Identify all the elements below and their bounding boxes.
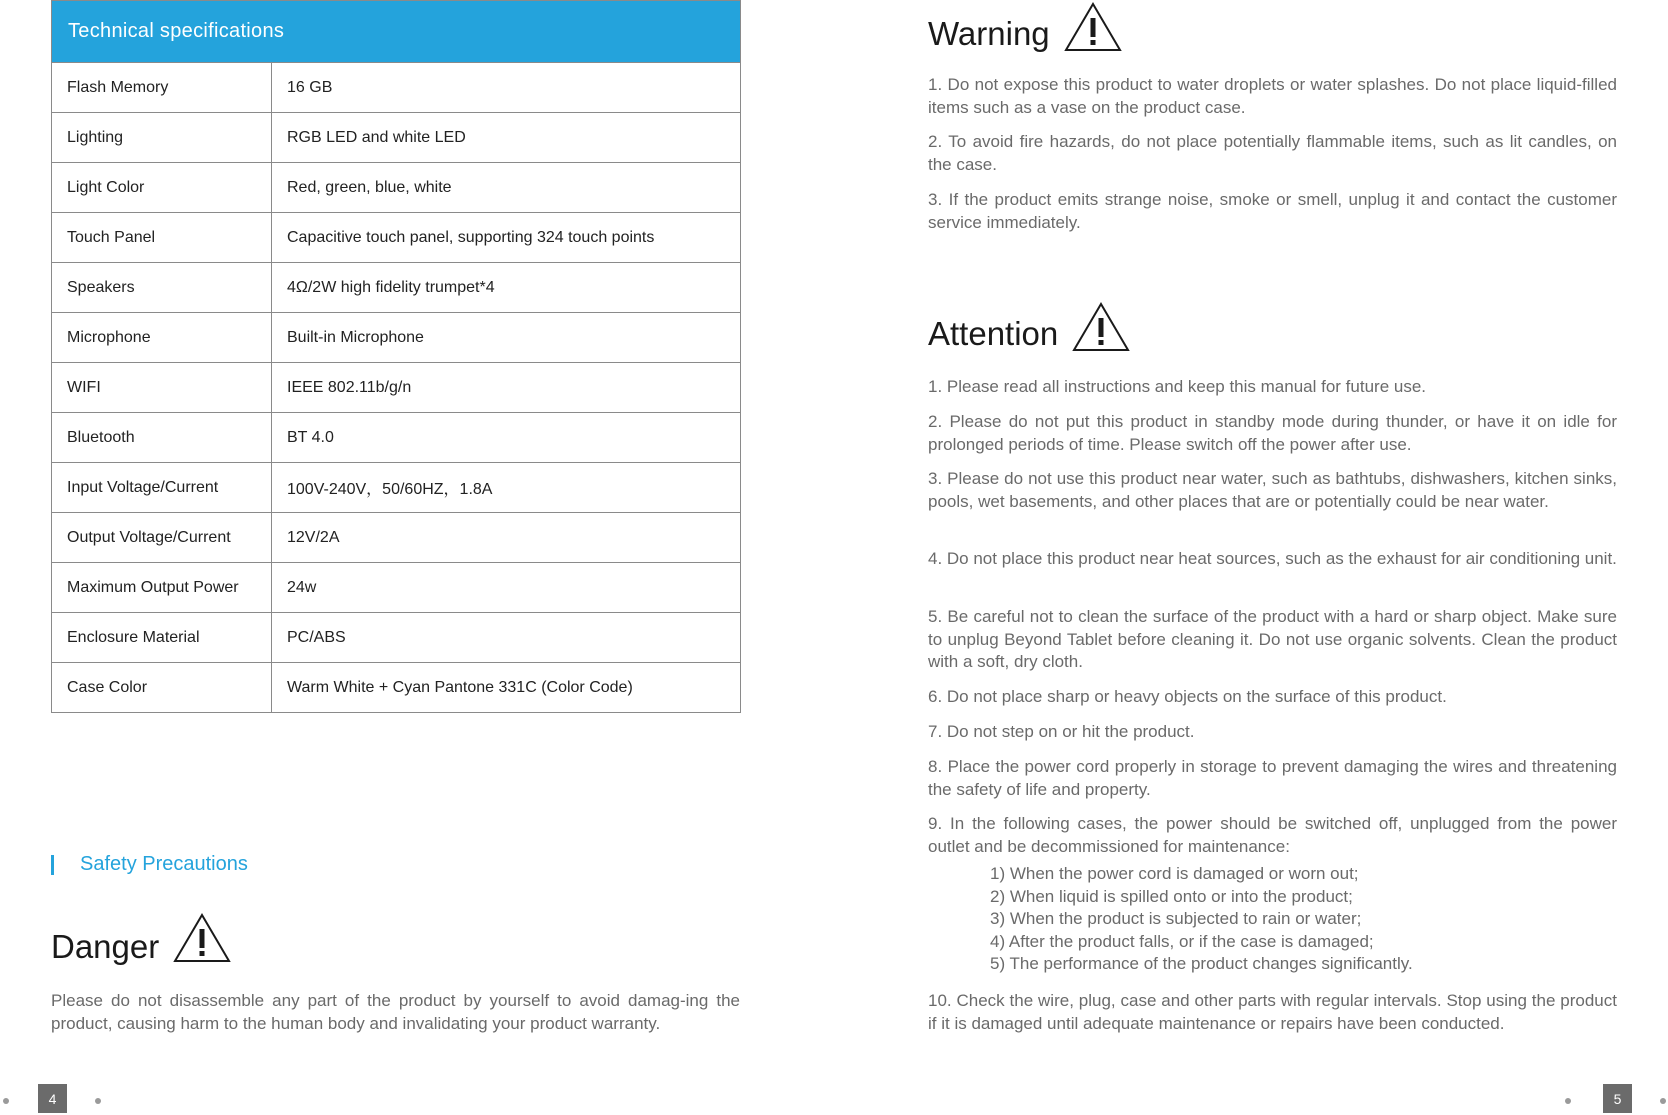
table-row — [52, 163, 741, 213]
page-dot — [1565, 1098, 1571, 1104]
warning-item: 1. Do not expose this product to water droplets or water splashes. Do not place liquid-filled items such as a vase on the product case. — [928, 75, 1617, 117]
spec-key: Enclosure Material — [52, 613, 272, 663]
attention-item: 1. Please read all instructions and keep this manual for future use. — [928, 377, 1427, 396]
spec-value: 4Ω/2W high fidelity trumpet*4 — [272, 263, 741, 313]
spec-value: 100V-240V，50/60HZ，1.8A — [272, 463, 741, 513]
page-dot — [1660, 1098, 1666, 1104]
spec-value: Capacitive touch panel, supporting 324 touch points — [272, 213, 741, 263]
page-number-left: 4 — [38, 1084, 67, 1113]
spec-value: IEEE 802.11b/g/n — [272, 363, 741, 413]
list-item: 5) The performance of the product changes significantly. — [990, 954, 1413, 973]
spec-key: Light Color — [52, 163, 272, 213]
table-row — [52, 63, 741, 113]
spec-value: Built-in Microphone — [272, 313, 741, 363]
spec-key: Output Voltage/Current — [52, 513, 272, 563]
spec-value: Warm White + Cyan Pantone 331C (Color Code) — [272, 663, 741, 713]
spec-key: Lighting — [52, 113, 272, 163]
list-item: 3) When the product is subjected to rain or water; — [990, 909, 1362, 928]
table-row — [52, 613, 741, 663]
spec-value: BT 4.0 — [272, 413, 741, 463]
spec-key: Speakers — [52, 263, 272, 313]
warning-heading-text: Warning — [928, 15, 1050, 52]
attention-item: 5. Be careful not to clean the surface of the product with a hard or sharp object. Make sure to unplug Beyond Tablet before cleaning it. Do not use organic solvents. Clean the product with a soft, dry cloth. — [928, 607, 1617, 671]
table-row — [52, 363, 741, 413]
table-row — [52, 463, 741, 513]
page-number-right: 5 — [1603, 1084, 1632, 1113]
warning-item: 2. To avoid fire hazards, do not place potentially flammable items, such as lit candles, on the case. — [928, 132, 1617, 174]
attention-item: 4. Do not place this product near heat sources, such as the exhaust for air conditioning unit. — [928, 549, 1617, 568]
spec-key: Flash Memory — [52, 63, 272, 113]
list-item: 1) When the power cord is damaged or worn out; — [990, 864, 1359, 883]
danger-text: Please do not disassemble any part of the product by yourself to avoid damag-ing the product, causing harm to the human body and invalidating your product warranty. — [51, 991, 740, 1033]
attention-item: 2. Please do not put this product in standby mode during thunder, or have it on idle for prolonged periods of time. Please switch off the power after use. — [928, 412, 1617, 454]
warning-heading — [928, 2, 1122, 52]
table-row — [52, 513, 741, 563]
page-dot — [3, 1098, 9, 1104]
spec-value: Red, green, blue, white — [272, 163, 741, 213]
warning-triangle-icon — [1072, 302, 1130, 352]
list-item: 4) After the product falls, or if the case is damaged; — [990, 931, 1374, 951]
attention-item: 3. Please do not use this product near water, such as bathtubs, dishwashers, kitchen sinks, pools, wet basements, and other places that are or potentially could be near water. — [928, 469, 1617, 511]
spec-value: 24w — [272, 563, 741, 613]
warning-triangle-icon — [173, 913, 231, 963]
table-row — [52, 563, 741, 613]
attention-heading-text: Attention — [928, 315, 1059, 352]
section-bar — [51, 855, 54, 875]
spec-value: 16 GB — [272, 63, 741, 113]
safety-precautions-title: Safety Precautions — [80, 853, 248, 875]
attention-sublist — [990, 863, 1413, 976]
attention-item-last: 10. Check the wire, plug, case and other parts with regular intervals. Stop using the product if it is damaged until adequate maintenance or repairs have been conducted. — [928, 991, 1617, 1033]
spec-value: 12V/2A — [272, 513, 741, 563]
page-dot — [95, 1098, 101, 1104]
spec-value: PC/ABS — [272, 613, 741, 663]
table-row — [52, 113, 741, 163]
spec-key: Case Color — [52, 663, 272, 713]
table-row — [52, 663, 741, 713]
table-row — [52, 213, 741, 263]
warning-item: 3. If the product emits strange noise, smoke or smell, unplug it and contact the customer service immediately. — [928, 190, 1617, 232]
danger-heading-text: Danger — [51, 928, 160, 965]
spec-key: Bluetooth — [52, 413, 272, 463]
spec-key: Input Voltage/Current — [52, 463, 272, 513]
danger-heading — [51, 913, 231, 963]
table-row — [52, 413, 741, 463]
spec-table-header — [52, 1, 741, 63]
attention-item: 8. Place the power cord properly in storage to prevent damaging the wires and threatening the safety of life and property. — [928, 757, 1617, 799]
spec-key: WIFI — [52, 363, 272, 413]
spec-value: RGB LED and white LED — [272, 113, 741, 163]
table-row — [52, 313, 741, 363]
spec-table-title: Technical specifications — [52, 1, 741, 63]
list-item: 2) When liquid is spilled onto or into the product; — [990, 886, 1353, 906]
spec-key: Touch Panel — [52, 213, 272, 263]
attention-heading — [928, 302, 1130, 352]
warning-triangle-icon — [1064, 2, 1122, 52]
attention-item: 6. Do not place sharp or heavy objects on the surface of this product. — [928, 687, 1447, 706]
spec-key: Maximum Output Power — [52, 563, 272, 613]
spec-table — [51, 0, 741, 713]
table-row — [52, 263, 741, 313]
safety-precautions-header — [51, 853, 248, 876]
attention-item: 9. In the following cases, the power should be switched off, unplugged from the power outlet and be decommissioned for maintenance: — [928, 814, 1617, 856]
attention-item: 7. Do not step on or hit the product. — [928, 722, 1195, 741]
spec-key: Microphone — [52, 313, 272, 363]
